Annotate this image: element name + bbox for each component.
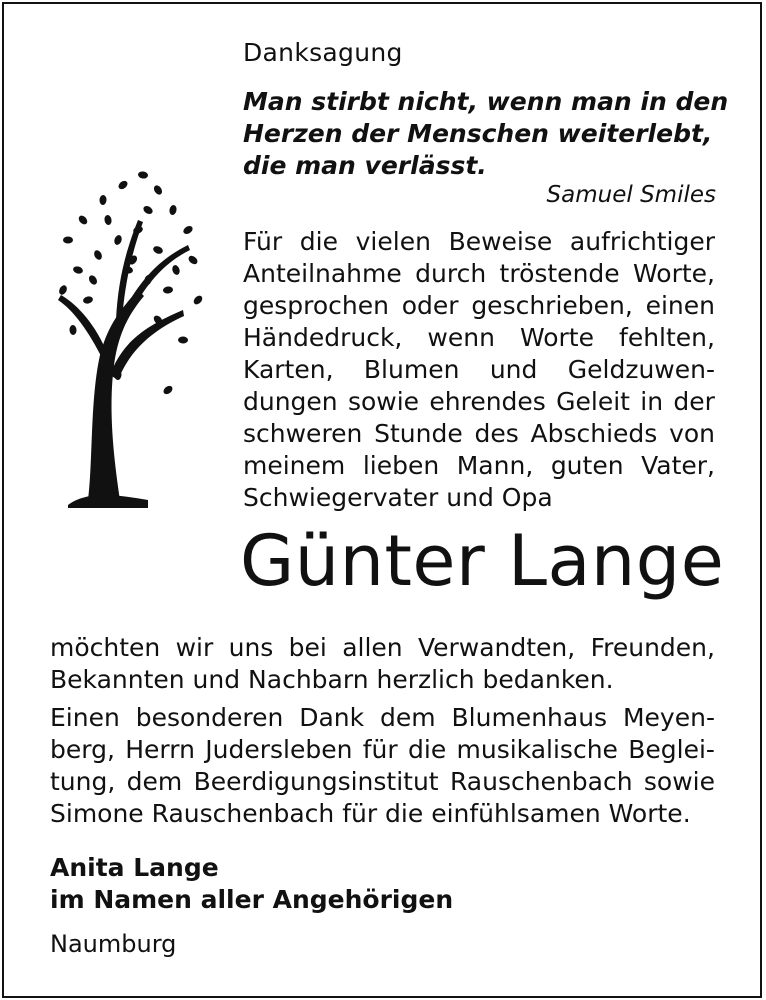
intro-paragraph: [243, 226, 715, 514]
word: Geleit: [556, 387, 630, 416]
word: des: [474, 419, 519, 448]
leaf-icon: [99, 195, 107, 205]
word: wenn: [427, 323, 495, 352]
word: Für: [243, 227, 283, 256]
word: Beerdigungsinstitut: [193, 767, 439, 796]
word: Herrn: [125, 735, 195, 764]
leaf-icon: [82, 295, 93, 304]
text-line: [50, 702, 715, 734]
quote-line: die man verlässt.: [243, 151, 487, 180]
word: meinem: [243, 451, 346, 480]
text-line: [243, 386, 715, 418]
word: Einen: [50, 703, 120, 732]
word: Abschieds: [530, 419, 658, 448]
word: Worte: [519, 323, 594, 352]
leaf-icon: [169, 204, 178, 215]
leaf-icon: [162, 384, 174, 396]
word: schweren: [243, 419, 363, 448]
word: musikalische: [456, 735, 618, 764]
quote-author: Samuel Smiles: [546, 182, 716, 208]
leaf-icon: [104, 214, 113, 225]
word: lieben: [362, 451, 440, 480]
word: gesprochen: [243, 291, 389, 320]
word: Worte,: [633, 259, 715, 288]
tree-icon: [48, 160, 208, 510]
leaf-icon: [187, 254, 199, 266]
word: möchten: [50, 633, 161, 662]
word: Händedruck,: [243, 323, 403, 352]
word: dem: [126, 767, 183, 796]
word: tung,: [50, 767, 116, 796]
word: Meyen-: [622, 703, 715, 732]
leaf-icon: [113, 234, 123, 246]
thanks-paragraph: [50, 632, 715, 696]
word: die: [299, 227, 338, 256]
word: Mann,: [456, 451, 534, 480]
word: sowie: [347, 387, 420, 416]
word: guten: [550, 451, 624, 480]
special-thanks-paragraph: [50, 702, 715, 830]
word: Freunden,: [590, 633, 715, 662]
text-line: [243, 354, 715, 386]
word: in: [640, 387, 664, 416]
word: Bekannten und Nachbarn herzlich bedanken.: [50, 665, 614, 694]
signature-note: im Namen aller Angehörigen: [50, 885, 454, 914]
signature-name: Anita Lange: [50, 853, 219, 882]
leaf-icon: [152, 184, 163, 196]
leaf-icon: [87, 274, 98, 286]
word: der: [673, 387, 715, 416]
quote-line: Herzen der Menschen weiterlebt,: [243, 119, 713, 148]
leaf-icon: [178, 336, 188, 343]
text-line: [50, 734, 715, 766]
word: berg,: [50, 735, 115, 764]
quote-line: Man stirbt nicht, wenn man in den: [243, 87, 729, 116]
word: Geldzuwen-: [567, 355, 715, 384]
word: Karten,: [243, 355, 334, 384]
leaf-icon: [142, 204, 154, 215]
word: Simone Rauschenbach für die einfühlsamen Worte.: [50, 799, 691, 828]
word: aufrichtiger: [569, 227, 715, 256]
word: die: [408, 735, 447, 764]
text-line: [50, 798, 715, 830]
word: Blumenhaus: [451, 703, 608, 732]
word: Schwiegervater und Opa: [243, 483, 553, 512]
text-line: [243, 482, 715, 514]
word: vielen: [355, 227, 431, 256]
word: oder: [401, 291, 459, 320]
word: Blumen: [363, 355, 460, 384]
place: Naumburg: [50, 930, 177, 958]
word: Beweise: [448, 227, 553, 256]
text-line: [50, 664, 715, 696]
word: Anteilnahme: [243, 259, 402, 288]
text-line: [243, 258, 715, 290]
text-line: [243, 450, 715, 482]
text-line: [50, 632, 715, 664]
leaf-icon: [93, 249, 104, 261]
heading: Danksagung: [243, 38, 403, 67]
word: geschrieben,: [471, 291, 633, 320]
word: Judersleben: [205, 735, 353, 764]
leaf-icon: [152, 245, 164, 255]
text-line: [243, 290, 715, 322]
word: und: [489, 355, 538, 384]
word: Vater,: [641, 451, 715, 480]
word: wir: [175, 633, 214, 662]
word: einen: [645, 291, 715, 320]
word: Dank: [299, 703, 365, 732]
leaf-icon: [63, 237, 73, 244]
text-line: [50, 766, 715, 798]
leaf-icon: [192, 294, 204, 306]
deceased-name: Günter Lange: [240, 520, 725, 602]
word: durch: [415, 259, 487, 288]
word: dem: [380, 703, 436, 732]
leaf-icon: [72, 265, 84, 274]
leaf-icon: [77, 214, 89, 226]
word: fehlten,: [619, 323, 715, 352]
word: dungen: [243, 387, 338, 416]
leaf-icon: [138, 171, 149, 179]
text-line: [243, 226, 715, 258]
leaf-icon: [171, 264, 181, 276]
word: sowie: [643, 767, 715, 796]
word: ehrendes: [429, 387, 546, 416]
text-line: [243, 322, 715, 354]
word: Stunde: [374, 419, 463, 448]
word: bei: [288, 633, 327, 662]
word: besonderen: [135, 703, 284, 732]
text-line: [243, 418, 715, 450]
word: Verwandten,: [417, 633, 576, 662]
quote: [243, 86, 728, 182]
leaf-icon: [117, 179, 129, 191]
leaf-icon: [58, 284, 69, 296]
word: allen: [342, 633, 403, 662]
leaf-icon: [69, 325, 77, 335]
word: Rauschenbach: [449, 767, 633, 796]
word: Beglei-: [628, 735, 715, 764]
leaf-icon: [163, 286, 174, 294]
word: tröstende: [499, 259, 620, 288]
word: für: [362, 735, 398, 764]
signature: [50, 852, 453, 916]
word: uns: [228, 633, 274, 662]
leaf-icon: [182, 224, 194, 235]
word: von: [669, 419, 715, 448]
